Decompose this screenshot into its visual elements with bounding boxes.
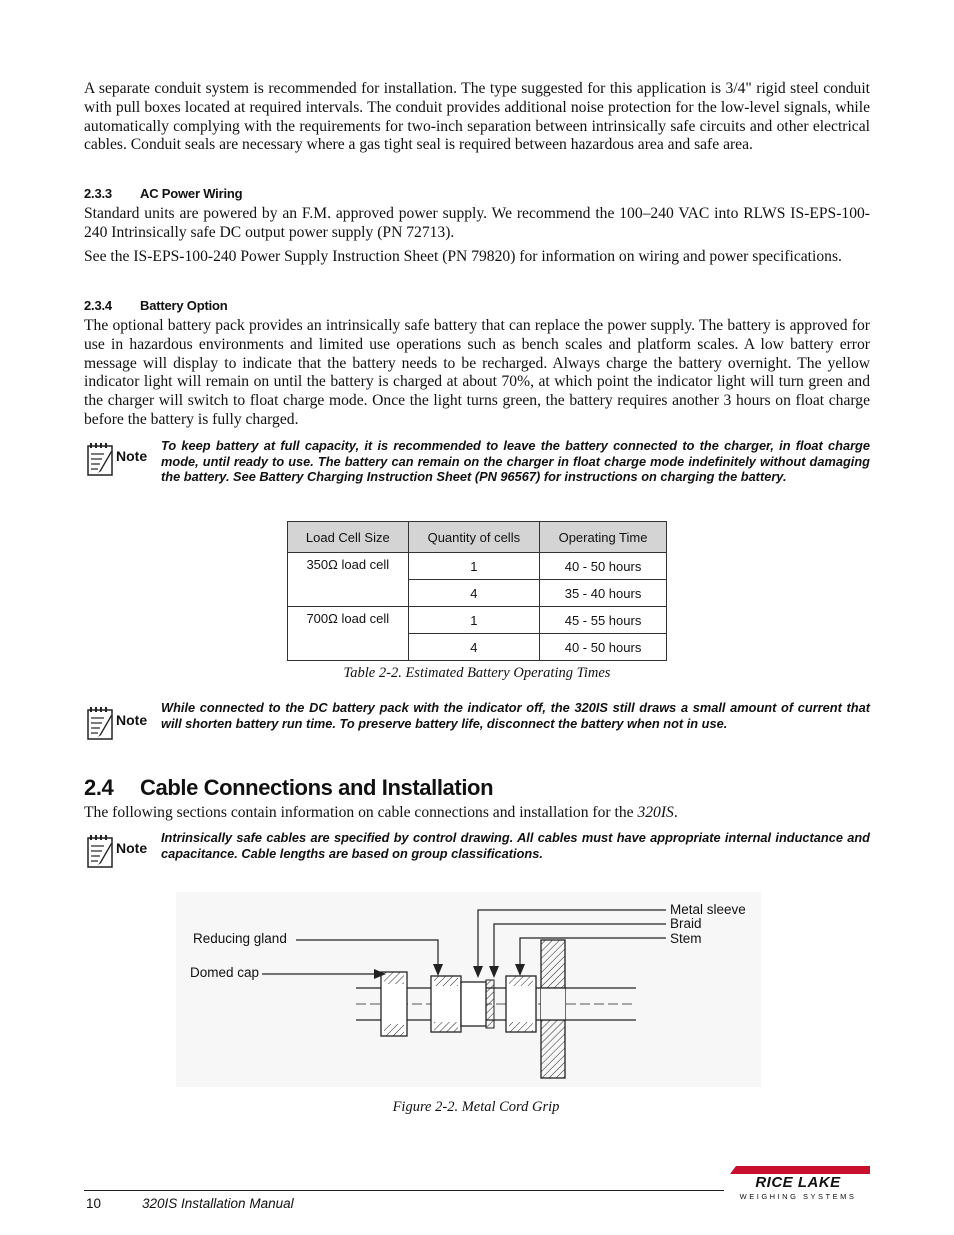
battery-operating-times-table [287, 521, 667, 661]
label-braid: Braid [670, 916, 702, 931]
note-icon [86, 706, 156, 740]
note-icon [86, 442, 156, 476]
manual-title: 320IS Installation Manual [142, 1196, 294, 1211]
section-heading-cable-connections [84, 775, 493, 801]
operating-time-cell: 35 - 40 hours [540, 580, 667, 607]
section-heading-battery-option [84, 298, 227, 313]
quantity-cell: 1 [408, 553, 539, 580]
note-label: Note [116, 448, 148, 464]
notepad-icon [86, 442, 116, 478]
footer-rule [84, 1190, 724, 1191]
load-cell-size-cell: 700Ω load cell [288, 607, 409, 661]
table-caption: Table 2-2. Estimated Battery Operating Times [343, 665, 611, 681]
intro-paragraph: A separate conduit system is recommended for installation. The type suggested for this application is 3/4" rigid steel conduit with pull boxes located at required intervals. The conduit provides additional noise protection for the low-level signals, while automatically complying with the requirements for two-inch separation between intrinsically safe circuits and other electrical cables. Conduit seals are necessary where a gas tight seal is required between hazardous area and safe area. [84, 80, 870, 154]
label-metal-sleeve: Metal sleeve [670, 902, 746, 917]
table-row [288, 553, 667, 580]
rice-lake-logo [728, 1166, 870, 1206]
figure-caption: Figure 2-2. Metal Cord Grip [392, 1099, 560, 1115]
cable-connections-paragraph [84, 804, 870, 823]
note-battery-draw: While connected to the DC battery pack with the indicator off, the 320IS still draws a small amount of current that will shorten battery run time. To preserve battery life, disconnect the battery when not in use. [161, 700, 870, 731]
label-reducing-gland: Reducing gland [193, 931, 287, 946]
load-cell-size-cell: 350Ω load cell [288, 553, 409, 607]
page-number: 10 [86, 1196, 102, 1211]
operating-time-cell: 45 - 55 hours [540, 607, 667, 634]
table-row [288, 607, 667, 634]
section-title: AC Power Wiring [140, 186, 243, 201]
notepad-icon [86, 834, 116, 870]
section-heading-ac-power [84, 186, 242, 201]
svg-text:WEIGHING SYSTEMS: WEIGHING SYSTEMS [739, 1192, 857, 1201]
table-header-row [288, 522, 667, 553]
column-header: Operating Time [540, 522, 667, 553]
note-icon [86, 834, 156, 868]
note-battery-capacity: To keep battery at full capacity, it is recommended to leave the battery connected to the charger, in float charge mode, until ready to use. The battery can remain on the charger in float charge mode indefinitely without damaging the battery. See Battery Charging Instruction Sheet (PN 96567) for instructions on charging the battery. [161, 438, 870, 485]
ac-power-paragraph-2: See the IS-EPS-100-240 Power Supply Instruction Sheet (PN 79820) for information on wiring and power specifications. [84, 248, 842, 265]
column-header: Quantity of cells [408, 522, 539, 553]
notepad-icon [86, 706, 116, 742]
paragraph-end: . [673, 804, 678, 821]
section-number: 2.4 [84, 775, 114, 800]
paragraph-text: The following sections contain information on cable connections and installation for the [84, 804, 638, 821]
label-stem: Stem [670, 931, 702, 946]
section-number: 2.3.4 [84, 298, 112, 313]
note-label: Note [116, 840, 148, 856]
quantity-cell: 4 [408, 634, 539, 661]
section-title: Cable Connections and Installation [140, 775, 494, 800]
quantity-cell: 4 [408, 580, 539, 607]
model-name: 320IS [637, 804, 674, 821]
logo-mark [728, 1166, 870, 1206]
label-domed-cap: Domed cap [190, 965, 260, 980]
section-number: 2.3.3 [84, 186, 112, 201]
battery-option-paragraph: The optional battery pack provides an intrinsically safe battery that can replace the power supply. The battery is approved for use in hazardous environments and limited use operations such as bench scales and platform scales. A low battery error message will display to indicate that the battery needs to be recharged. Always charge the battery overnight. The yellow indicator light will remain on until the battery is charged at about 70%, at which point the indicator light will turn green and the charger will switch to float charge mode. Once the light turns green, the battery requires another 3 hours on float charge before the battery is fully charged. [84, 317, 870, 428]
column-header: Load Cell Size [288, 522, 409, 553]
note-intrinsically-safe-cables: Intrinsically safe cables are specified by control drawing. All cables must have appropriate internal inductance and capacitance. Cable lengths are based on group classifications. [161, 830, 870, 861]
svg-text:RICE LAKE: RICE LAKE [755, 1174, 841, 1191]
ac-power-paragraph-1: Standard units are powered by an F.M. approved power supply. We recommend the 100–240 VAC into RLWS IS-EPS-100-240 Intrinsically safe DC output power supply (PN 72713). [84, 205, 870, 241]
note-label: Note [116, 712, 148, 728]
section-title: Battery Option [140, 298, 228, 313]
operating-time-cell: 40 - 50 hours [540, 553, 667, 580]
metal-cord-grip-figure [176, 892, 761, 1087]
quantity-cell: 1 [408, 607, 539, 634]
operating-time-cell: 40 - 50 hours [540, 634, 667, 661]
